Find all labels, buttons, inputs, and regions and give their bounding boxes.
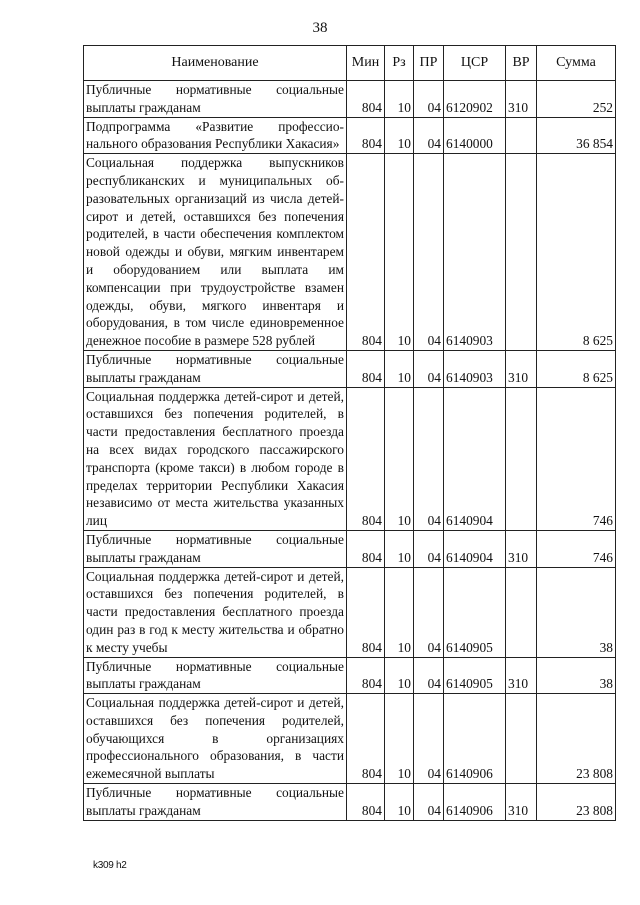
header-vr: ВР bbox=[506, 46, 537, 81]
cell-vr bbox=[506, 694, 537, 784]
cell-vr: 310 bbox=[506, 657, 537, 694]
header-pr: ПР bbox=[414, 46, 444, 81]
table-row bbox=[84, 530, 616, 567]
budget-table bbox=[83, 45, 616, 821]
cell-min: 804 bbox=[347, 117, 385, 154]
table-row bbox=[84, 657, 616, 694]
cell-name: Публичные нормативные социальные выплаты гражданам bbox=[84, 81, 347, 118]
page-number: 38 bbox=[312, 20, 328, 36]
cell-sum: 252 bbox=[537, 81, 616, 118]
cell-name: Публичные нормативные социальные выплаты гражданам bbox=[84, 350, 347, 387]
cell-pr: 04 bbox=[414, 530, 444, 567]
cell-pr: 04 bbox=[414, 567, 444, 657]
cell-rz: 10 bbox=[385, 694, 414, 784]
cell-min: 804 bbox=[347, 154, 385, 351]
cell-pr: 04 bbox=[414, 154, 444, 351]
cell-rz: 10 bbox=[385, 530, 414, 567]
cell-csr: 6140904 bbox=[444, 387, 506, 530]
table-header-row bbox=[84, 46, 616, 81]
cell-vr bbox=[506, 387, 537, 530]
cell-name: Социальная поддержка детей-сирот и детей, оставшихся без попечения родителей, обучающихся в организациях профессионального образования, в части ежемесячной выплаты bbox=[84, 694, 347, 784]
cell-min: 804 bbox=[347, 350, 385, 387]
cell-pr: 04 bbox=[414, 350, 444, 387]
cell-min: 804 bbox=[347, 567, 385, 657]
cell-name: Социальная поддержка детей-сирот и детей, оставшихся без попечения родителей, в части предоставления бесплатного проезда на всех видах городского пассажирского транспорта (кроме такси) в любом городе в пределах территории Республики Хакасия независимо от места жительства указанных лиц bbox=[84, 387, 347, 530]
table-row bbox=[84, 154, 616, 351]
cell-min: 804 bbox=[347, 530, 385, 567]
cell-sum: 8 625 bbox=[537, 350, 616, 387]
cell-csr: 6140906 bbox=[444, 784, 506, 821]
cell-sum: 23 808 bbox=[537, 694, 616, 784]
cell-min: 804 bbox=[347, 784, 385, 821]
cell-min: 804 bbox=[347, 81, 385, 118]
cell-name: Социальная поддержка выпускников республиканских и муниципальных образовательных организаций из числа детей-сирот и детей, оставшихся без попечения родителей, в части обеспечения комплектом новой одежды и обуви, мягким инвентарем и оборудованием или выплата им компенсации при трудоустройстве взамен одежды, обуви, мягкого инвентаря и оборудования, в том числе единовременное денежное пособие в размере 528 рублей bbox=[84, 154, 347, 351]
table-row bbox=[84, 81, 616, 118]
header-min: Мин bbox=[347, 46, 385, 81]
table-row bbox=[84, 350, 616, 387]
cell-sum: 38 bbox=[537, 657, 616, 694]
cell-min: 804 bbox=[347, 387, 385, 530]
cell-min: 804 bbox=[347, 694, 385, 784]
cell-pr: 04 bbox=[414, 657, 444, 694]
cell-vr bbox=[506, 117, 537, 154]
cell-pr: 04 bbox=[414, 784, 444, 821]
cell-csr: 6140903 bbox=[444, 350, 506, 387]
table-row bbox=[84, 784, 616, 821]
cell-csr: 6140906 bbox=[444, 694, 506, 784]
cell-name: Публичные нормативные социальные выплаты гражданам bbox=[84, 657, 347, 694]
cell-vr bbox=[506, 154, 537, 351]
cell-vr: 310 bbox=[506, 350, 537, 387]
cell-csr: 6140905 bbox=[444, 567, 506, 657]
cell-rz: 10 bbox=[385, 657, 414, 694]
cell-vr: 310 bbox=[506, 530, 537, 567]
cell-rz: 10 bbox=[385, 350, 414, 387]
cell-vr: 310 bbox=[506, 81, 537, 118]
cell-sum: 746 bbox=[537, 530, 616, 567]
cell-sum: 23 808 bbox=[537, 784, 616, 821]
cell-pr: 04 bbox=[414, 81, 444, 118]
header-csr: ЦСР bbox=[444, 46, 506, 81]
cell-rz: 10 bbox=[385, 567, 414, 657]
cell-pr: 04 bbox=[414, 117, 444, 154]
header-name: Наименование bbox=[84, 46, 347, 81]
cell-rz: 10 bbox=[385, 81, 414, 118]
document-code: k309 h2 bbox=[93, 860, 127, 871]
cell-sum: 36 854 bbox=[537, 117, 616, 154]
cell-rz: 10 bbox=[385, 154, 414, 351]
cell-min: 804 bbox=[347, 657, 385, 694]
header-rz: Рз bbox=[385, 46, 414, 81]
cell-name: Публичные нормативные социальные выплаты гражданам bbox=[84, 784, 347, 821]
cell-rz: 10 bbox=[385, 387, 414, 530]
cell-sum: 38 bbox=[537, 567, 616, 657]
cell-sum: 8 625 bbox=[537, 154, 616, 351]
cell-rz: 10 bbox=[385, 117, 414, 154]
table-row bbox=[84, 387, 616, 530]
table-row bbox=[84, 694, 616, 784]
cell-csr: 6140903 bbox=[444, 154, 506, 351]
cell-name: Подпрограмма «Развитие профессионального образования Республики Хакасия» bbox=[84, 117, 347, 154]
cell-vr: 310 bbox=[506, 784, 537, 821]
cell-name: Социальная поддержка детей-сирот и детей, оставшихся без попечения родителей, в части предоставления бесплатного проезда один раз в год к месту жительства и обратно к месту учебы bbox=[84, 567, 347, 657]
cell-name: Публичные нормативные социальные выплаты гражданам bbox=[84, 530, 347, 567]
table-row bbox=[84, 117, 616, 154]
cell-pr: 04 bbox=[414, 694, 444, 784]
cell-csr: 6140905 bbox=[444, 657, 506, 694]
cell-csr: 6140000 bbox=[444, 117, 506, 154]
cell-csr: 6140904 bbox=[444, 530, 506, 567]
header-sum: Сумма bbox=[537, 46, 616, 81]
cell-sum: 746 bbox=[537, 387, 616, 530]
cell-vr bbox=[506, 567, 537, 657]
cell-csr: 6120902 bbox=[444, 81, 506, 118]
cell-rz: 10 bbox=[385, 784, 414, 821]
cell-pr: 04 bbox=[414, 387, 444, 530]
table-row bbox=[84, 567, 616, 657]
